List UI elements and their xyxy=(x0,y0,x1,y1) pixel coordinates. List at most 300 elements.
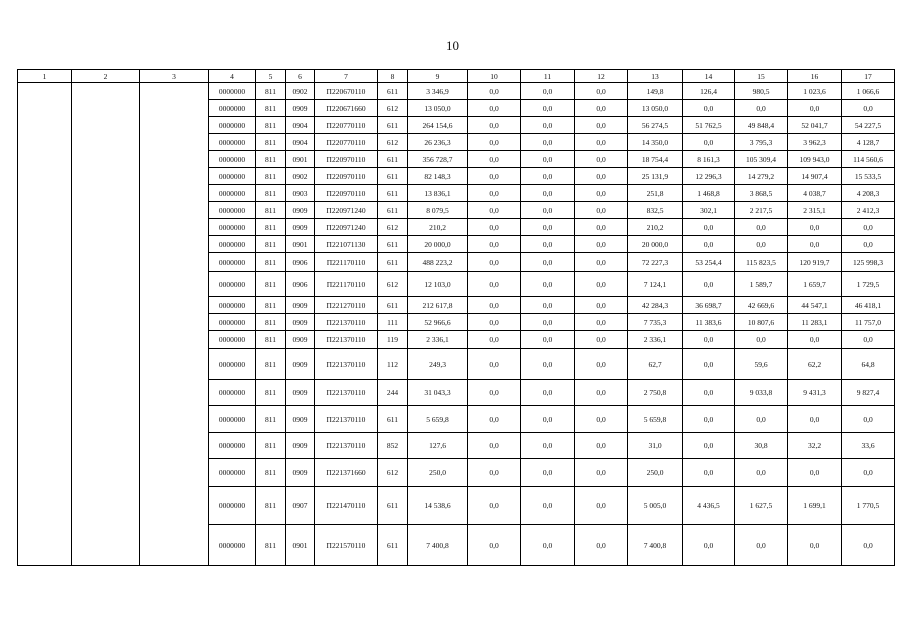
cell-col-6: 0909 xyxy=(286,202,315,219)
cell-col-12: 0,0 xyxy=(575,525,628,566)
cell-col-11: 0,0 xyxy=(521,525,575,566)
cell-col-11: 0,0 xyxy=(521,100,575,117)
cell-col-12: 0,0 xyxy=(575,134,628,151)
cell-col-5: 811 xyxy=(256,380,286,406)
blank-cell xyxy=(140,185,209,202)
cell-col-17: 33,6 xyxy=(842,433,895,459)
cell-col-14: 126,4 xyxy=(683,83,735,100)
cell-col-14: 0,0 xyxy=(683,134,735,151)
cell-col-14: 53 254,4 xyxy=(683,253,735,272)
cell-col-17: 11 757,0 xyxy=(842,314,895,331)
cell-col-13: 72 227,3 xyxy=(628,253,683,272)
cell-col-9: 7 400,8 xyxy=(408,525,468,566)
cell-col-11: 0,0 xyxy=(521,433,575,459)
table-row xyxy=(18,134,895,151)
cell-col-9: 82 148,3 xyxy=(408,168,468,185)
cell-col-17: 15 533,5 xyxy=(842,168,895,185)
blank-cell xyxy=(72,100,140,117)
cell-col-16: 0,0 xyxy=(788,100,842,117)
cell-col-8: 611 xyxy=(378,168,408,185)
cell-col-7: П220970110 xyxy=(315,151,378,168)
blank-cell xyxy=(140,219,209,236)
blank-cell xyxy=(72,151,140,168)
header-row xyxy=(18,70,895,83)
cell-col-15: 1 627,5 xyxy=(735,487,788,525)
cell-col-15: 105 309,4 xyxy=(735,151,788,168)
cell-col-13: 250,0 xyxy=(628,459,683,487)
cell-col-4: 0000000 xyxy=(209,100,256,117)
cell-col-8: 611 xyxy=(378,525,408,566)
cell-col-15: 0,0 xyxy=(735,331,788,349)
budget-table xyxy=(17,69,895,566)
cell-col-5: 811 xyxy=(256,134,286,151)
blank-cell xyxy=(140,168,209,185)
cell-col-13: 18 754,4 xyxy=(628,151,683,168)
cell-col-9: 249,3 xyxy=(408,349,468,380)
blank-cell xyxy=(72,297,140,314)
cell-col-8: 611 xyxy=(378,297,408,314)
cell-col-7: П221370110 xyxy=(315,380,378,406)
cell-col-10: 0,0 xyxy=(468,433,521,459)
cell-col-15: 49 848,4 xyxy=(735,117,788,134)
cell-col-4: 0000000 xyxy=(209,185,256,202)
cell-col-14: 8 161,3 xyxy=(683,151,735,168)
blank-cell xyxy=(18,380,72,406)
cell-col-14: 0,0 xyxy=(683,433,735,459)
cell-col-17: 0,0 xyxy=(842,219,895,236)
cell-col-4: 0000000 xyxy=(209,151,256,168)
cell-col-7: П221570110 xyxy=(315,525,378,566)
table-row xyxy=(18,236,895,253)
cell-col-13: 832,5 xyxy=(628,202,683,219)
blank-cell xyxy=(18,219,72,236)
blank-cell xyxy=(18,185,72,202)
cell-col-10: 0,0 xyxy=(468,487,521,525)
cell-col-10: 0,0 xyxy=(468,236,521,253)
cell-col-15: 14 279,2 xyxy=(735,168,788,185)
cell-col-12: 0,0 xyxy=(575,151,628,168)
cell-col-12: 0,0 xyxy=(575,297,628,314)
blank-cell xyxy=(18,151,72,168)
cell-col-12: 0,0 xyxy=(575,117,628,134)
cell-col-8: 611 xyxy=(378,253,408,272)
cell-col-12: 0,0 xyxy=(575,168,628,185)
cell-col-9: 12 103,0 xyxy=(408,272,468,297)
cell-col-13: 7 400,8 xyxy=(628,525,683,566)
cell-col-17: 114 560,6 xyxy=(842,151,895,168)
cell-col-12: 0,0 xyxy=(575,314,628,331)
column-header-13: 13 xyxy=(628,70,683,83)
cell-col-17: 0,0 xyxy=(842,406,895,433)
cell-col-16: 109 943,0 xyxy=(788,151,842,168)
cell-col-7: П220671660 xyxy=(315,100,378,117)
table-row xyxy=(18,185,895,202)
cell-col-9: 212 617,8 xyxy=(408,297,468,314)
cell-col-14: 36 698,7 xyxy=(683,297,735,314)
blank-cell xyxy=(18,314,72,331)
cell-col-14: 0,0 xyxy=(683,406,735,433)
cell-col-11: 0,0 xyxy=(521,253,575,272)
blank-cell xyxy=(72,349,140,380)
cell-col-4: 0000000 xyxy=(209,525,256,566)
cell-col-5: 811 xyxy=(256,272,286,297)
cell-col-17: 46 418,1 xyxy=(842,297,895,314)
blank-cell xyxy=(18,202,72,219)
cell-col-14: 0,0 xyxy=(683,100,735,117)
blank-cell xyxy=(72,83,140,100)
cell-col-13: 56 274,5 xyxy=(628,117,683,134)
cell-col-12: 0,0 xyxy=(575,380,628,406)
cell-col-11: 0,0 xyxy=(521,202,575,219)
cell-col-5: 811 xyxy=(256,185,286,202)
cell-col-17: 9 827,4 xyxy=(842,380,895,406)
cell-col-14: 11 383,6 xyxy=(683,314,735,331)
cell-col-4: 0000000 xyxy=(209,297,256,314)
cell-col-16: 120 919,7 xyxy=(788,253,842,272)
cell-col-10: 0,0 xyxy=(468,219,521,236)
cell-col-5: 811 xyxy=(256,349,286,380)
cell-col-14: 0,0 xyxy=(683,525,735,566)
cell-col-5: 811 xyxy=(256,236,286,253)
cell-col-6: 0902 xyxy=(286,168,315,185)
cell-col-4: 0000000 xyxy=(209,134,256,151)
cell-col-9: 3 346,9 xyxy=(408,83,468,100)
cell-col-6: 0903 xyxy=(286,185,315,202)
blank-cell xyxy=(18,83,72,100)
blank-cell xyxy=(18,100,72,117)
cell-col-12: 0,0 xyxy=(575,349,628,380)
blank-cell xyxy=(72,185,140,202)
cell-col-4: 0000000 xyxy=(209,219,256,236)
blank-cell xyxy=(140,253,209,272)
blank-cell xyxy=(140,331,209,349)
cell-col-5: 811 xyxy=(256,331,286,349)
cell-col-6: 0909 xyxy=(286,297,315,314)
cell-col-7: П220970110 xyxy=(315,168,378,185)
cell-col-11: 0,0 xyxy=(521,406,575,433)
cell-col-13: 13 050,0 xyxy=(628,100,683,117)
cell-col-5: 811 xyxy=(256,406,286,433)
cell-col-15: 59,6 xyxy=(735,349,788,380)
cell-col-4: 0000000 xyxy=(209,380,256,406)
cell-col-7: П220971240 xyxy=(315,219,378,236)
cell-col-16: 1 699,1 xyxy=(788,487,842,525)
cell-col-7: П221371660 xyxy=(315,459,378,487)
cell-col-17: 4 208,3 xyxy=(842,185,895,202)
cell-col-9: 127,6 xyxy=(408,433,468,459)
table-row xyxy=(18,253,895,272)
cell-col-5: 811 xyxy=(256,219,286,236)
cell-col-15: 0,0 xyxy=(735,459,788,487)
table-row xyxy=(18,272,895,297)
cell-col-16: 52 041,7 xyxy=(788,117,842,134)
cell-col-15: 2 217,5 xyxy=(735,202,788,219)
cell-col-15: 0,0 xyxy=(735,406,788,433)
blank-cell xyxy=(18,349,72,380)
cell-col-8: 612 xyxy=(378,459,408,487)
cell-col-16: 11 283,1 xyxy=(788,314,842,331)
cell-col-5: 811 xyxy=(256,433,286,459)
blank-cell xyxy=(140,236,209,253)
cell-col-17: 54 227,5 xyxy=(842,117,895,134)
cell-col-4: 0000000 xyxy=(209,459,256,487)
cell-col-7: П221470110 xyxy=(315,487,378,525)
blank-cell xyxy=(72,168,140,185)
cell-col-11: 0,0 xyxy=(521,236,575,253)
cell-col-13: 7 124,1 xyxy=(628,272,683,297)
cell-col-8: 244 xyxy=(378,380,408,406)
cell-col-11: 0,0 xyxy=(521,272,575,297)
cell-col-4: 0000000 xyxy=(209,406,256,433)
blank-cell xyxy=(18,236,72,253)
blank-cell xyxy=(18,253,72,272)
cell-col-13: 2 336,1 xyxy=(628,331,683,349)
table-row xyxy=(18,331,895,349)
cell-col-9: 264 154,6 xyxy=(408,117,468,134)
cell-col-10: 0,0 xyxy=(468,380,521,406)
cell-col-9: 13 836,1 xyxy=(408,185,468,202)
cell-col-6: 0906 xyxy=(286,272,315,297)
cell-col-4: 0000000 xyxy=(209,349,256,380)
cell-col-7: П220770110 xyxy=(315,134,378,151)
cell-col-12: 0,0 xyxy=(575,185,628,202)
cell-col-5: 811 xyxy=(256,117,286,134)
cell-col-11: 0,0 xyxy=(521,134,575,151)
blank-cell xyxy=(72,331,140,349)
table-row xyxy=(18,525,895,566)
table-row xyxy=(18,459,895,487)
cell-col-16: 4 038,7 xyxy=(788,185,842,202)
cell-col-6: 0901 xyxy=(286,525,315,566)
cell-col-4: 0000000 xyxy=(209,314,256,331)
cell-col-8: 612 xyxy=(378,134,408,151)
column-header-6: 6 xyxy=(286,70,315,83)
cell-col-5: 811 xyxy=(256,487,286,525)
blank-cell xyxy=(18,117,72,134)
column-header-7: 7 xyxy=(315,70,378,83)
cell-col-8: 111 xyxy=(378,314,408,331)
blank-cell xyxy=(140,314,209,331)
cell-col-9: 13 050,0 xyxy=(408,100,468,117)
cell-col-6: 0902 xyxy=(286,83,315,100)
cell-col-14: 0,0 xyxy=(683,380,735,406)
cell-col-15: 30,8 xyxy=(735,433,788,459)
blank-cell xyxy=(140,380,209,406)
column-header-5: 5 xyxy=(256,70,286,83)
cell-col-14: 1 468,8 xyxy=(683,185,735,202)
cell-col-16: 0,0 xyxy=(788,236,842,253)
blank-cell xyxy=(140,202,209,219)
cell-col-7: П221370110 xyxy=(315,349,378,380)
blank-cell xyxy=(140,433,209,459)
blank-cell xyxy=(140,100,209,117)
table-row xyxy=(18,168,895,185)
cell-col-9: 20 000,0 xyxy=(408,236,468,253)
cell-col-5: 811 xyxy=(256,297,286,314)
cell-col-9: 488 223,2 xyxy=(408,253,468,272)
blank-cell xyxy=(140,297,209,314)
cell-col-8: 612 xyxy=(378,100,408,117)
blank-cell xyxy=(72,117,140,134)
cell-col-13: 25 131,9 xyxy=(628,168,683,185)
cell-col-17: 64,8 xyxy=(842,349,895,380)
table-row xyxy=(18,406,895,433)
cell-col-7: П220670110 xyxy=(315,83,378,100)
column-header-11: 11 xyxy=(521,70,575,83)
blank-cell xyxy=(140,134,209,151)
cell-col-17: 0,0 xyxy=(842,331,895,349)
cell-col-15: 0,0 xyxy=(735,236,788,253)
cell-col-13: 5 005,0 xyxy=(628,487,683,525)
blank-cell xyxy=(18,297,72,314)
cell-col-12: 0,0 xyxy=(575,236,628,253)
cell-col-14: 12 296,3 xyxy=(683,168,735,185)
cell-col-7: П221370110 xyxy=(315,331,378,349)
cell-col-13: 5 659,8 xyxy=(628,406,683,433)
cell-col-11: 0,0 xyxy=(521,117,575,134)
blank-cell xyxy=(18,168,72,185)
cell-col-5: 811 xyxy=(256,525,286,566)
cell-col-16: 3 962,3 xyxy=(788,134,842,151)
cell-col-13: 20 000,0 xyxy=(628,236,683,253)
blank-cell xyxy=(72,219,140,236)
cell-col-16: 62,2 xyxy=(788,349,842,380)
cell-col-15: 115 823,5 xyxy=(735,253,788,272)
cell-col-5: 811 xyxy=(256,314,286,331)
column-header-3: 3 xyxy=(140,70,209,83)
cell-col-16: 0,0 xyxy=(788,219,842,236)
cell-col-16: 44 547,1 xyxy=(788,297,842,314)
cell-col-16: 32,2 xyxy=(788,433,842,459)
cell-col-10: 0,0 xyxy=(468,314,521,331)
cell-col-8: 611 xyxy=(378,236,408,253)
cell-col-6: 0901 xyxy=(286,236,315,253)
blank-cell xyxy=(18,331,72,349)
cell-col-10: 0,0 xyxy=(468,349,521,380)
blank-cell xyxy=(140,525,209,566)
column-header-17: 17 xyxy=(842,70,895,83)
blank-cell xyxy=(72,459,140,487)
cell-col-14: 0,0 xyxy=(683,272,735,297)
blank-cell xyxy=(72,380,140,406)
cell-col-9: 5 659,8 xyxy=(408,406,468,433)
cell-col-8: 611 xyxy=(378,487,408,525)
cell-col-15: 0,0 xyxy=(735,219,788,236)
cell-col-11: 0,0 xyxy=(521,151,575,168)
cell-col-17: 0,0 xyxy=(842,236,895,253)
cell-col-16: 0,0 xyxy=(788,459,842,487)
cell-col-13: 62,7 xyxy=(628,349,683,380)
page-number: 10 xyxy=(446,38,459,53)
cell-col-11: 0,0 xyxy=(521,168,575,185)
cell-col-4: 0000000 xyxy=(209,83,256,100)
table-row xyxy=(18,433,895,459)
cell-col-15: 3 868,5 xyxy=(735,185,788,202)
column-header-4: 4 xyxy=(209,70,256,83)
cell-col-8: 119 xyxy=(378,331,408,349)
cell-col-9: 14 538,6 xyxy=(408,487,468,525)
table-row xyxy=(18,487,895,525)
cell-col-4: 0000000 xyxy=(209,168,256,185)
cell-col-16: 9 431,3 xyxy=(788,380,842,406)
blank-cell xyxy=(72,202,140,219)
cell-col-15: 0,0 xyxy=(735,525,788,566)
cell-col-11: 0,0 xyxy=(521,349,575,380)
cell-col-12: 0,0 xyxy=(575,253,628,272)
cell-col-17: 1 729,5 xyxy=(842,272,895,297)
blank-cell xyxy=(72,525,140,566)
cell-col-6: 0909 xyxy=(286,219,315,236)
cell-col-12: 0,0 xyxy=(575,219,628,236)
table-row xyxy=(18,202,895,219)
blank-cell xyxy=(72,406,140,433)
cell-col-11: 0,0 xyxy=(521,297,575,314)
cell-col-17: 125 998,3 xyxy=(842,253,895,272)
cell-col-7: П220971240 xyxy=(315,202,378,219)
blank-cell xyxy=(140,272,209,297)
column-header-1: 1 xyxy=(18,70,72,83)
cell-col-12: 0,0 xyxy=(575,272,628,297)
cell-col-5: 811 xyxy=(256,151,286,168)
cell-col-11: 0,0 xyxy=(521,380,575,406)
cell-col-5: 811 xyxy=(256,168,286,185)
cell-col-17: 4 128,7 xyxy=(842,134,895,151)
cell-col-6: 0909 xyxy=(286,100,315,117)
blank-cell xyxy=(18,487,72,525)
cell-col-16: 0,0 xyxy=(788,525,842,566)
cell-col-10: 0,0 xyxy=(468,297,521,314)
cell-col-10: 0,0 xyxy=(468,253,521,272)
table-row xyxy=(18,314,895,331)
cell-col-16: 0,0 xyxy=(788,406,842,433)
cell-col-15: 9 033,8 xyxy=(735,380,788,406)
cell-col-7: П221370110 xyxy=(315,406,378,433)
cell-col-8: 611 xyxy=(378,406,408,433)
cell-col-9: 356 728,7 xyxy=(408,151,468,168)
cell-col-10: 0,0 xyxy=(468,406,521,433)
cell-col-8: 852 xyxy=(378,433,408,459)
cell-col-15: 10 807,6 xyxy=(735,314,788,331)
cell-col-6: 0904 xyxy=(286,117,315,134)
cell-col-12: 0,0 xyxy=(575,487,628,525)
cell-col-9: 250,0 xyxy=(408,459,468,487)
cell-col-4: 0000000 xyxy=(209,117,256,134)
cell-col-5: 811 xyxy=(256,202,286,219)
table-row xyxy=(18,83,895,100)
cell-col-6: 0909 xyxy=(286,406,315,433)
cell-col-14: 0,0 xyxy=(683,236,735,253)
cell-col-10: 0,0 xyxy=(468,331,521,349)
table-row xyxy=(18,100,895,117)
cell-col-17: 0,0 xyxy=(842,100,895,117)
cell-col-11: 0,0 xyxy=(521,331,575,349)
cell-col-11: 0,0 xyxy=(521,459,575,487)
blank-cell xyxy=(72,272,140,297)
cell-col-8: 611 xyxy=(378,151,408,168)
cell-col-13: 14 350,0 xyxy=(628,134,683,151)
cell-col-10: 0,0 xyxy=(468,117,521,134)
cell-col-12: 0,0 xyxy=(575,83,628,100)
cell-col-6: 0909 xyxy=(286,331,315,349)
table-row xyxy=(18,297,895,314)
column-header-9: 9 xyxy=(408,70,468,83)
cell-col-9: 210,2 xyxy=(408,219,468,236)
cell-col-11: 0,0 xyxy=(521,314,575,331)
cell-col-15: 3 795,3 xyxy=(735,134,788,151)
cell-col-10: 0,0 xyxy=(468,168,521,185)
cell-col-17: 0,0 xyxy=(842,459,895,487)
blank-cell xyxy=(72,253,140,272)
